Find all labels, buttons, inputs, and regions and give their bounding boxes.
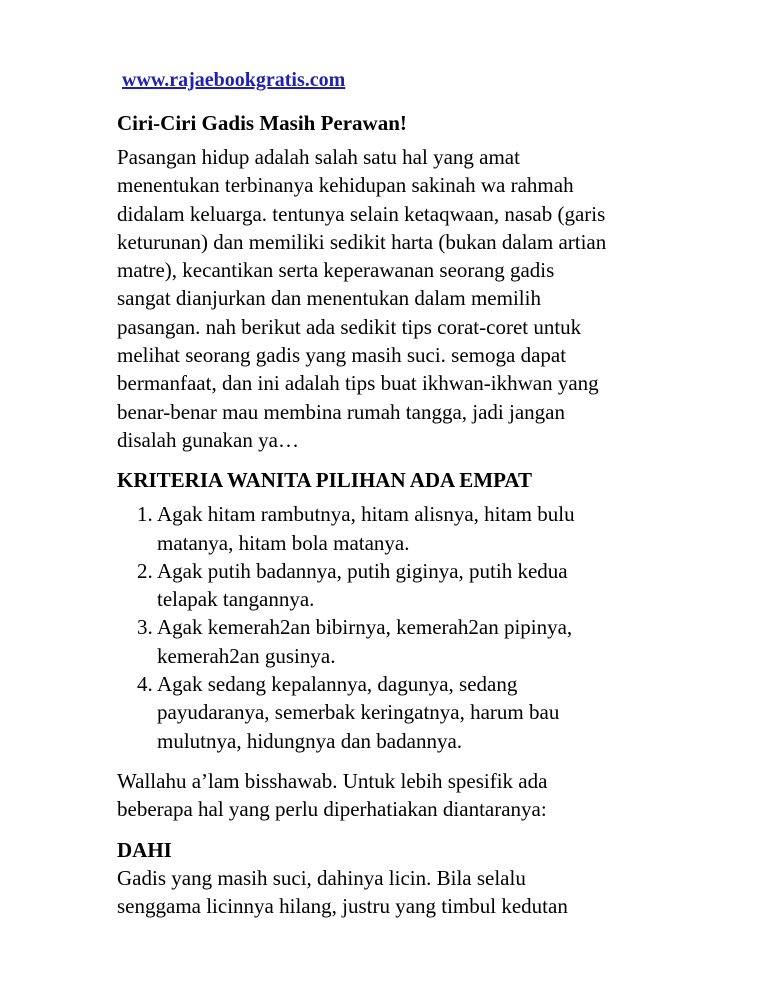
criteria-line: Agak kemerah2an bibirnya, kemerah2an pipinya, [157, 615, 573, 640]
intro-line: matre), kecantikan serta keperawanan seorang gadis [117, 258, 555, 283]
criteria-item [117, 500, 677, 557]
intro-line: melihat seorang gadis yang masih suci. semoga dapat [117, 343, 567, 368]
criteria-number: 1. [137, 502, 153, 527]
intro-line: pasangan. nah berikut ada sedikit tips corat-coret untuk [117, 314, 582, 339]
intro-paragraph [117, 143, 677, 454]
intro-line: keturunan) dan memiliki sedikit harta (bukan dalam artian [117, 229, 607, 254]
criteria-list [117, 500, 677, 755]
criteria-item [117, 613, 677, 670]
document-page [117, 66, 677, 920]
section-heading-dahi: DAHI [117, 837, 172, 862]
intro-line: bermanfaat, dan ini adalah tips buat ikhwan-ikhwan yang [117, 371, 599, 396]
intro-line: menentukan terbinanya kehidupan sakinah wa rahmah [117, 173, 574, 198]
intro-line: benar-benar mau membina rumah tangga, jadi jangan [117, 399, 565, 424]
criteria-line: Agak hitam rambutnya, hitam alisnya, hitam bulu [157, 502, 575, 527]
website-link[interactable]: www.rajaebookgratis.com [122, 69, 346, 91]
closing-paragraph [117, 767, 677, 824]
closing-line: Wallahu a’lam bisshawab. Untuk lebih spesifik ada [117, 768, 548, 793]
criteria-line: kemerah2an gusinya. [157, 643, 336, 668]
criteria-line: payudaranya, semerbak keringatnya, harum bau [157, 700, 560, 725]
section-line: senggama licinnya hilang, justru yang timbul kedutan [117, 893, 568, 918]
intro-line: disalah gunakan ya… [117, 427, 299, 452]
document-title: Ciri-Ciri Gadis Masih Perawan! [117, 111, 407, 135]
criteria-heading: KRITERIA WANITA PILIHAN ADA EMPAT [117, 468, 533, 493]
intro-line: didalam keluarga. tentunya selain ketaqwaan, nasab (garis [117, 201, 606, 226]
criteria-line: Agak sedang kepalannya, dagunya, sedang [157, 672, 518, 697]
intro-line: sangat dianjurkan dan menentukan dalam memilih [117, 286, 541, 311]
section-line: Gadis yang masih suci, dahinya licin. Bila selalu [117, 865, 526, 890]
criteria-line: Agak putih badannya, putih giginya, putih kedua [157, 558, 568, 583]
criteria-item [117, 557, 677, 614]
section-paragraph-dahi [117, 864, 677, 921]
criteria-number: 3. [137, 615, 153, 640]
intro-line: Pasangan hidup adalah salah satu hal yang amat [117, 145, 520, 169]
criteria-line: telapak tangannya. [157, 587, 315, 612]
closing-line: beberapa hal yang perlu diperhatiakan diantaranya: [117, 797, 547, 822]
criteria-line: matanya, hitam bola matanya. [157, 530, 410, 555]
criteria-line: mulutnya, hidungnya dan badannya. [157, 728, 463, 753]
criteria-item [117, 670, 677, 755]
criteria-number: 2. [137, 558, 153, 583]
criteria-number: 4. [137, 672, 153, 697]
